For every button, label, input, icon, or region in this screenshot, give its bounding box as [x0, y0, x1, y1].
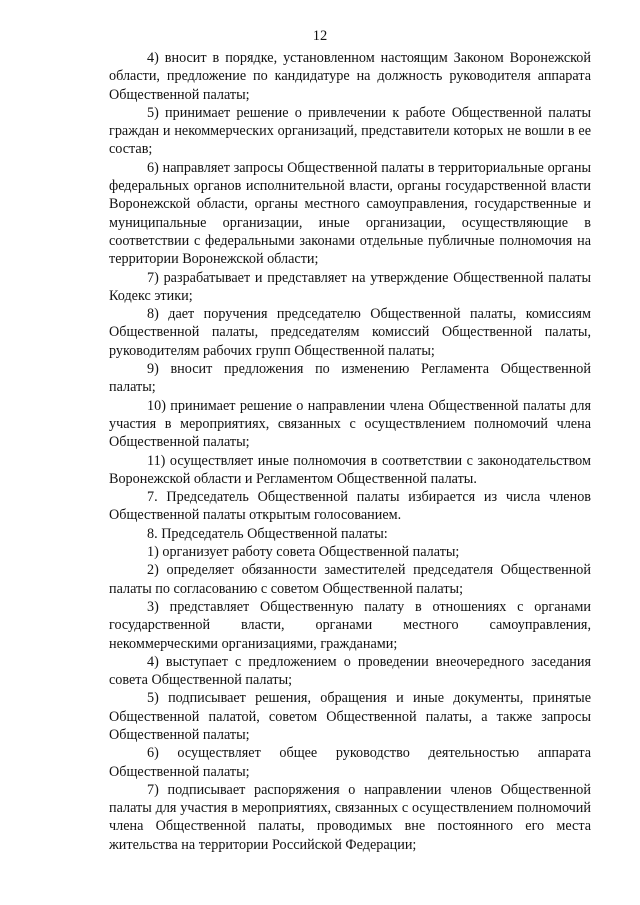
paragraph: 9) вносит предложения по изменению Регламента Общественной палаты; — [109, 361, 591, 396]
paragraph: 6) осуществляет общее руководство деятельностью аппарата Общественной палаты; — [109, 745, 591, 780]
paragraph: 10) принимает решение о направлении члена Общественной палаты для участия в мероприятиях, связанных с осуществлением полномочий члена Общественной палаты; — [109, 397, 591, 451]
paragraph: 11) осуществляет иные полномочия в соответствии с законодательством Воронежской области и Регламентом Общественной палаты. — [109, 452, 591, 487]
paragraph: 8. Председатель Общественной палаты: — [147, 525, 388, 542]
paragraph: 4) вносит в порядке, установленном настоящим Законом Воронежской области, предложение по кандидатуре на должность руководителя аппарата Общественной палаты; — [109, 50, 591, 103]
paragraph: 3) представляет Общественную палату в отношениях с органами государственной власти, органами местного самоуправления, некоммерческими организациями, гражданами; — [109, 598, 591, 652]
paragraph: 4) выступает с предложением о проведении внеочередного заседания совета Общественной палаты; — [109, 653, 591, 689]
paragraph: 2) определяет обязанности заместителей председателя Общественной палаты по согласованию с советом Общественной палаты; — [109, 562, 591, 597]
paragraph: 7) подписывает распоряжения о направлении членов Общественной палаты для участия в мероприятиях, связанных с осуществлением полномочий члена Общественной палаты, проводимых вне постоянного его места жительства на территории Российской Федерации; — [109, 781, 591, 853]
paragraph: 5) подписывает решения, обращения и иные документы, принятые Общественной палатой, советом Общественной палаты, а также запросы Общественной палаты; — [109, 690, 591, 743]
paragraph: 7) разрабатывает и представляет на утверждение Общественной палаты Кодекс этики; — [109, 269, 591, 304]
paragraph: 5) принимает решение о привлечении к работе Общественной палаты граждан и некоммерческих организаций, представители которых не вошли в ее состав; — [109, 104, 591, 158]
paragraph: 7. Председатель Общественной палаты избирается из числа членов Общественной палаты открытым голосованием. — [109, 489, 591, 524]
page-number: 12 — [312, 28, 328, 44]
paragraph: 6) направляет запросы Общественной палаты в территориальные органы федеральных органов исполнительной власти, органы государственной власти Воронежской области, органы местного самоуправления, государственные и муниципальные организации, иные организации, осуществляющие в соответствии с федеральными законами отдельные публичные полномочия на территории Воронежской области; — [109, 159, 591, 268]
paragraph: 1) организует работу совета Общественной палаты; — [147, 544, 460, 561]
document-body — [109, 49, 591, 854]
paragraph: 8) дает поручения председателю Общественной палаты, комиссиям Общественной палаты, председателям комиссий Общественной палаты, руководителям рабочих групп Общественной палаты; — [109, 306, 591, 359]
